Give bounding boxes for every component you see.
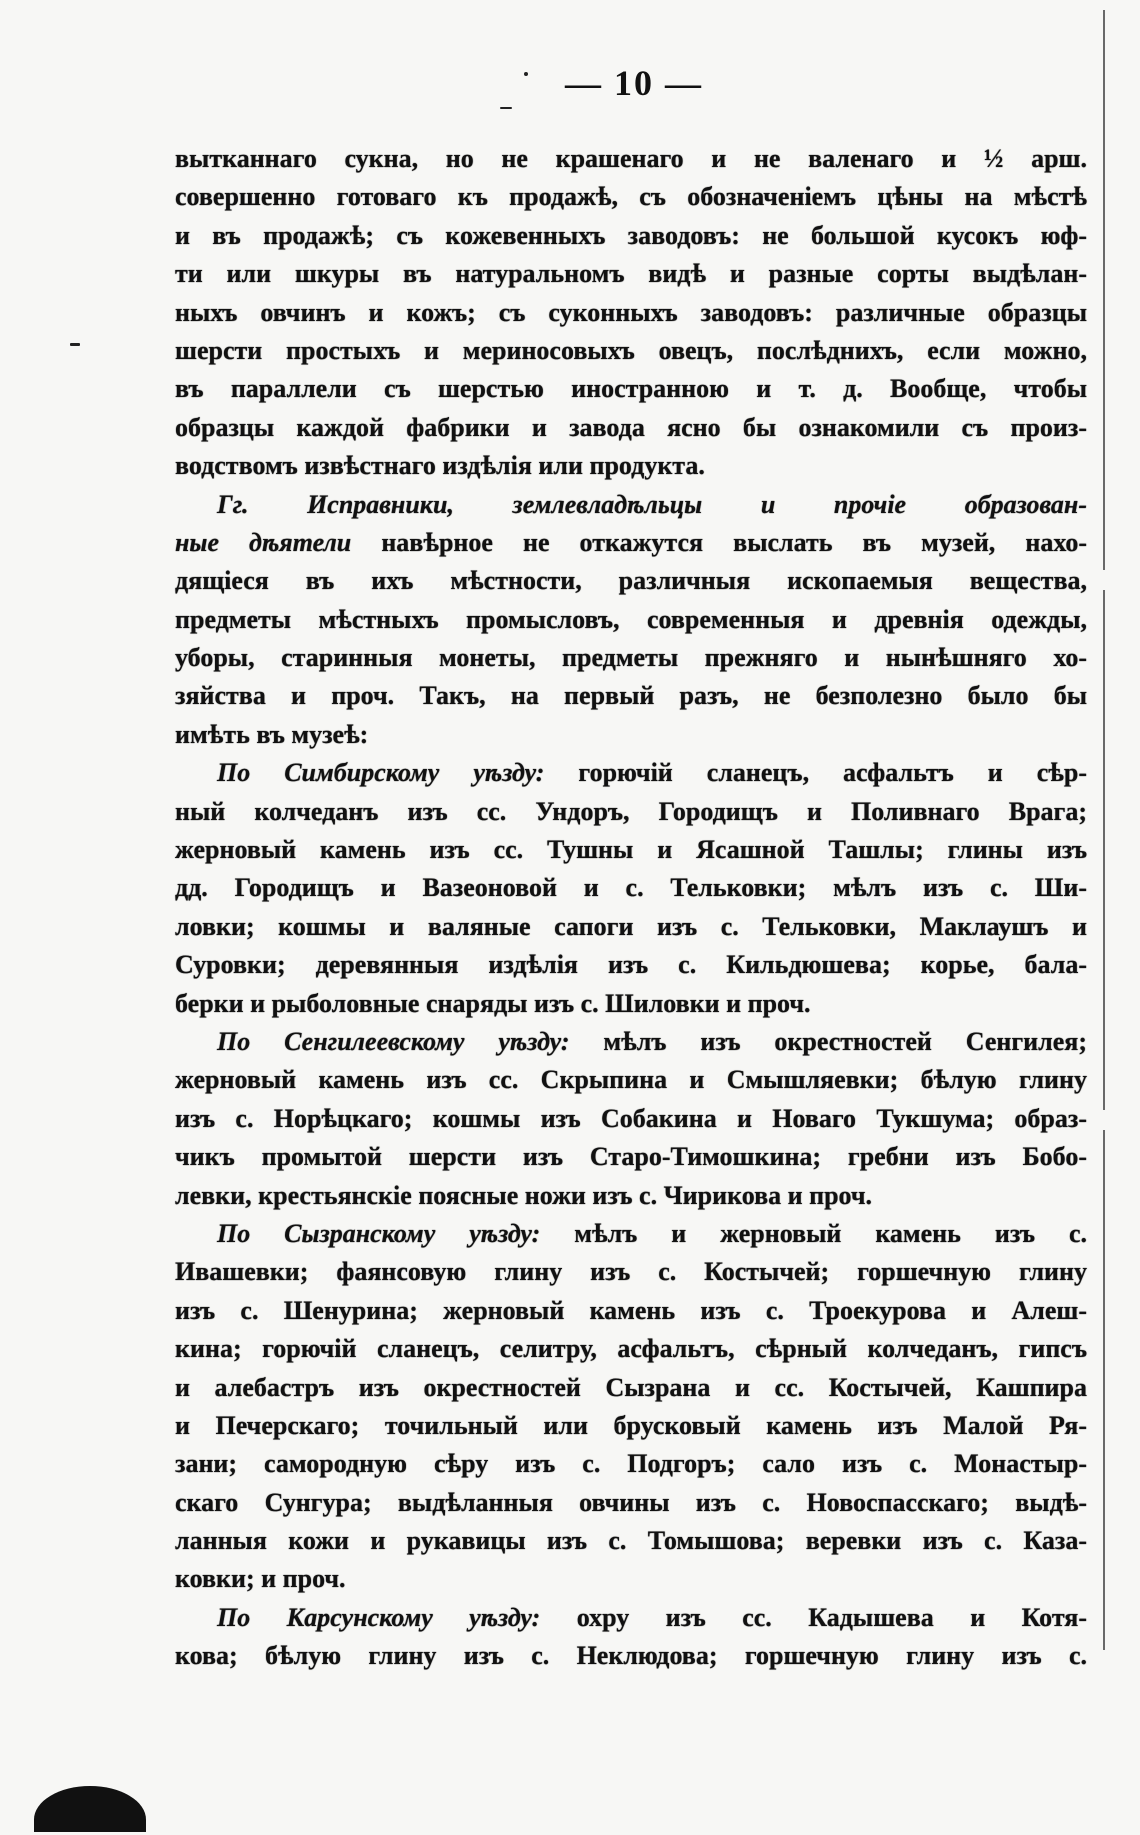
text-line: [175, 1599, 1087, 1637]
text-line: ловки; кошмы и валяные сапоги изъ с. Тельковки, Маклаушъ и: [175, 911, 1087, 941]
section-heading: По Карсунскому уѣзду:: [217, 1602, 541, 1632]
text-line: кова; бѣлую глину изъ с. Неклюдова; горшечную глину изъ с.: [175, 1641, 1087, 1671]
scan-speck: [70, 343, 80, 346]
text-line: шерсти простыхъ и мериносовыхъ овецъ, послѣднихъ, если можно,: [175, 335, 1087, 365]
text-line: Ивашевки; фаянсовую глину изъ с. Костычей; горшечную глину: [175, 1257, 1087, 1287]
text-line: [175, 524, 1087, 562]
text-line: берки и рыболовные снаряды изъ с. Шиловки и проч.: [175, 988, 811, 1018]
text-line: изъ с. Норѣцкаго; кошмы изъ Собакина и Новаго Тукшума; образ-: [175, 1103, 1087, 1133]
page-edge-line: [1103, 10, 1105, 570]
section-heading: По Симбирскому уѣзду:: [217, 758, 545, 788]
italic-phrase: ные дѣятели: [175, 527, 352, 557]
section-heading: По Сызранскому уѣзду:: [217, 1218, 541, 1248]
text-line: жерновый камень изъ сс. Тушны и Ясашной Ташлы; глины изъ: [175, 835, 1087, 865]
text-line: имѣть въ музеѣ:: [175, 719, 369, 749]
section-heading: По Сенгилеевскому уѣзду:: [217, 1026, 570, 1056]
text-line: левки, крестьянскіе поясные ножи изъ с. Чирикова и проч.: [175, 1180, 873, 1210]
text-line: дящіеся въ ихъ мѣстности, различныя ископаемыя вещества,: [175, 566, 1087, 596]
text-line: ныхъ овчинъ и кожъ; съ суконныхъ заводовъ: различные образцы: [175, 297, 1087, 327]
text-line: и Печерскаго; точильный или брусковый камень изъ Малой Ря-: [175, 1410, 1087, 1440]
text-line: чикъ промытой шерсти изъ Старо-Тимошкина; гребни изъ Бобо-: [175, 1142, 1087, 1172]
text-line: скаго Сунгура; выдѣланныя овчины изъ с. Новоспасскаго; выдѣ-: [175, 1487, 1087, 1517]
line-text: охру изъ сс. Кадышева и Котя-: [540, 1602, 1087, 1632]
text-line: и алебастръ изъ окрестностей Сызрана и сс. Костычей, Кашпира: [175, 1372, 1087, 1402]
text-line: вытканнаго сукна, но не крашенаго и не валенаго и ½ арш.: [175, 144, 1087, 173]
line-text: мѣлъ изъ окрестностей Сенгилея;: [569, 1026, 1088, 1056]
text-line: Суровки; деревянныя издѣлія изъ с. Кильдюшева; корье, бала-: [175, 950, 1087, 980]
line-text: навѣрное не откажутся выслать въ музей, нахо-: [351, 527, 1087, 557]
page-number: — 10 —: [565, 63, 703, 103]
binding-shadow: [34, 1786, 146, 1832]
text-line: и въ продажѣ; съ кожевенныхъ заводовъ: не большой кусокъ юф-: [175, 220, 1087, 250]
text-line: совершенно готоваго къ продажѣ, съ обозначеніемъ цѣны на мѣстѣ: [175, 182, 1087, 212]
scan-speck: [524, 72, 528, 76]
text-line: ный колчеданъ изъ сс. Ундоръ, Городищъ и Поливнаго Врага;: [175, 796, 1087, 826]
text-line: водствомъ извѣстнаго издѣлія или продукта.: [175, 451, 705, 481]
text-line: изъ с. Шенурина; жерновый камень изъ с. Троекурова и Алеш-: [175, 1295, 1087, 1325]
text-line: [175, 1023, 1087, 1061]
text-line: предметы мѣстныхъ промысловъ, современныя и древнія одежды,: [175, 604, 1087, 634]
text-line: зяйства и проч. Такъ, на первый разъ, не безполезно было бы: [175, 681, 1087, 711]
text-line: [175, 1215, 1087, 1253]
text-line: дд. Городищъ и Вазеоновой и с. Тельковки; мѣлъ изъ с. Ши-: [175, 873, 1087, 903]
italic-phrase: Гг. Исправники, землевладѣльцы и прочіе образован-: [217, 489, 1087, 519]
page-body: [175, 140, 1087, 1676]
text-line: зани; самородную сѣру изъ с. Подгоръ; сало изъ с. Монастыр-: [175, 1449, 1087, 1479]
text-line: ти или шкуры въ натуральномъ видѣ и разные сорты выдѣлан-: [175, 259, 1087, 289]
text-line: ковки; и проч.: [175, 1564, 346, 1594]
text-line: образцы каждой фабрики и завода ясно бы ознакомили съ произ-: [175, 412, 1087, 442]
page-edge-line: [1103, 1130, 1105, 1650]
line-text: мѣлъ и жерновый камень изъ с.: [540, 1218, 1088, 1248]
text-line: жерновый камень изъ сс. Скрыпина и Смышляевки; бѣлую глину: [175, 1065, 1087, 1095]
text-line: ланныя кожи и рукавицы изъ с. Томышова; веревки изъ с. Каза-: [175, 1526, 1087, 1556]
page-edge-line: [1103, 590, 1105, 1110]
text-line: кина; горючій сланецъ, селитру, асфальтъ, сѣрный колчеданъ, гипсъ: [175, 1334, 1087, 1364]
text-line: [175, 754, 1087, 792]
text-line: въ параллели съ шерстью иностранною и т. д. Вообще, чтобы: [175, 374, 1087, 404]
scan-speck: [500, 107, 512, 109]
line-text: горючій сланецъ, асфальтъ и сѣр-: [544, 758, 1087, 788]
text-line: [175, 486, 1087, 524]
text-line: уборы, старинныя монеты, предметы прежняго и нынѣшняго хо-: [175, 643, 1087, 673]
